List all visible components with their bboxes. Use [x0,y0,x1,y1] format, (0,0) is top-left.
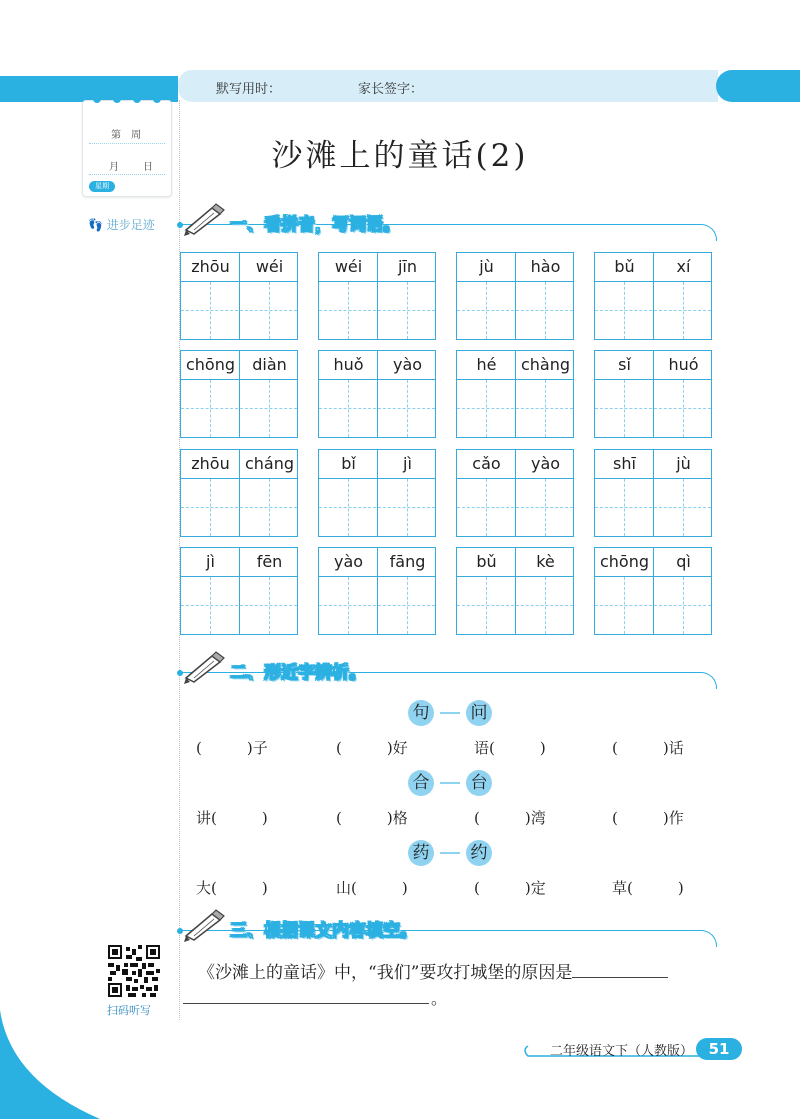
section2-header [180,648,716,688]
pinyin-label: yào [392,355,423,374]
fill-blank[interactable]: 语( ) [474,739,546,757]
pinyin-label: wéi [334,257,363,276]
char-a: 合 [408,770,434,796]
pair-1-heading [0,700,800,726]
char-b: 问 [466,700,492,726]
dictation-time-label: 默写用时： [216,82,282,97]
pinyin-writing-box[interactable] [318,449,436,537]
page-title: 沙滩上的童话(2) [271,138,529,174]
pinyin-label: hào [530,257,561,276]
section3-header [180,906,716,946]
pinyin-writing-box[interactable] [456,252,574,340]
char-b: 台 [466,770,492,796]
fill-blank[interactable]: ( )子 [196,739,268,757]
fill-blank[interactable]: 草( ) [612,879,684,897]
pinyin-label: jì [403,454,412,473]
pair-2-heading [0,770,800,796]
fill-blank[interactable]: ( )话 [612,739,684,757]
pinyin-label: diàn [252,355,287,374]
pinyin-label: wéi [255,257,284,276]
pinyin-writing-box[interactable] [594,350,712,438]
book-title: 二年级语文下（人教版） [550,1044,694,1059]
fill-blank[interactable]: ( )湾 [474,809,546,827]
month-label: 月 [109,162,119,173]
pinyin-writing-box[interactable] [456,449,574,537]
weekday-badge: 星期 [89,181,115,192]
pinyin-label: huó [668,355,699,374]
question-text: 《沙滩上的童话》中，“我们”要攻打城堡的原因是 [198,963,573,983]
pencil-icon [182,906,226,942]
pinyin-label: bǔ [614,257,635,276]
pinyin-label: yào [333,552,364,571]
pinyin-label: jù [676,454,691,473]
pinyin-writing-box[interactable] [180,350,298,438]
pinyin-writing-box[interactable] [318,547,436,635]
pinyin-label: fāng [389,552,426,571]
pinyin-label: shī [613,454,636,473]
fill-blank[interactable]: ( )定 [474,879,546,897]
pinyin-writing-box[interactable] [594,449,712,537]
progress-label: 进步足迹 [106,218,155,232]
section3-question [198,958,668,983]
section2-heading: 二、形近字辨析。 [230,663,366,683]
corner-decoration [0,1010,100,1119]
pinyin-writing-box[interactable] [180,547,298,635]
pinyin-label: qì [676,552,691,571]
pinyin-writing-box[interactable] [318,350,436,438]
pinyin-writing-box[interactable] [456,547,574,635]
pinyin-label: zhōu [191,257,230,276]
pinyin-label: chōng [185,355,236,374]
scan-label: 扫码听写 [107,1004,151,1017]
qr-code-icon[interactable] [108,945,160,997]
fill-blank[interactable]: 大( ) [196,879,268,897]
pinyin-label: bǔ [476,552,497,571]
pinyin-label: huǒ [333,355,364,374]
pinyin-label: cháng [244,454,295,473]
week-label: 第 周 [111,130,141,141]
progress-footprints [88,216,155,233]
fill-blank[interactable]: ( )作 [612,809,684,827]
pinyin-label: chàng [520,355,571,374]
pinyin-label: cǎo [472,454,501,473]
pinyin-writing-box[interactable] [318,252,436,340]
section3-heading: 三、根据课文内容填空。 [230,921,417,941]
pinyin-writing-box[interactable] [180,449,298,537]
pinyin-label: jù [479,257,494,276]
pinyin-writing-box[interactable] [594,252,712,340]
pencil-icon [182,648,226,684]
pinyin-label: sǐ [618,355,631,374]
fill-blank[interactable]: 山( ) [336,879,408,897]
char-a: 句 [408,700,434,726]
answer-line[interactable] [183,983,429,1004]
pinyin-label: kè [536,552,555,571]
answer-blank[interactable] [572,959,668,978]
page-number: 51 [696,1038,742,1060]
pinyin-writing-box[interactable] [180,252,298,340]
char-b: 约 [466,840,492,866]
fill-blank[interactable]: ( )格 [336,809,408,827]
pinyin-label: xí [676,257,691,276]
pinyin-label: fēn [256,552,283,571]
pair-3-heading [0,840,800,866]
pencil-icon [182,200,226,236]
section1-heading: 一、看拼音，写词语。 [230,215,400,235]
parent-sign-label: 家长签字： [358,82,424,97]
footprint-icon: 👣 [88,218,103,232]
pinyin-writing-box[interactable] [456,350,574,438]
pinyin-label: bǐ [341,454,356,473]
day-label: 日 [143,162,153,173]
pinyin-label: jīn [397,257,418,276]
pinyin-label: hé [476,355,497,374]
pinyin-label: chōng [599,552,650,571]
pinyin-label: zhōu [191,454,230,473]
fill-blank[interactable]: ( )好 [336,739,408,757]
fill-blank[interactable]: 讲( ) [196,809,268,827]
pinyin-label: jì [206,552,215,571]
period-mark: 。 [431,989,448,1008]
pinyin-writing-box[interactable] [594,547,712,635]
pinyin-label: yào [530,454,561,473]
char-a: 药 [408,840,434,866]
section1-header [180,200,716,240]
